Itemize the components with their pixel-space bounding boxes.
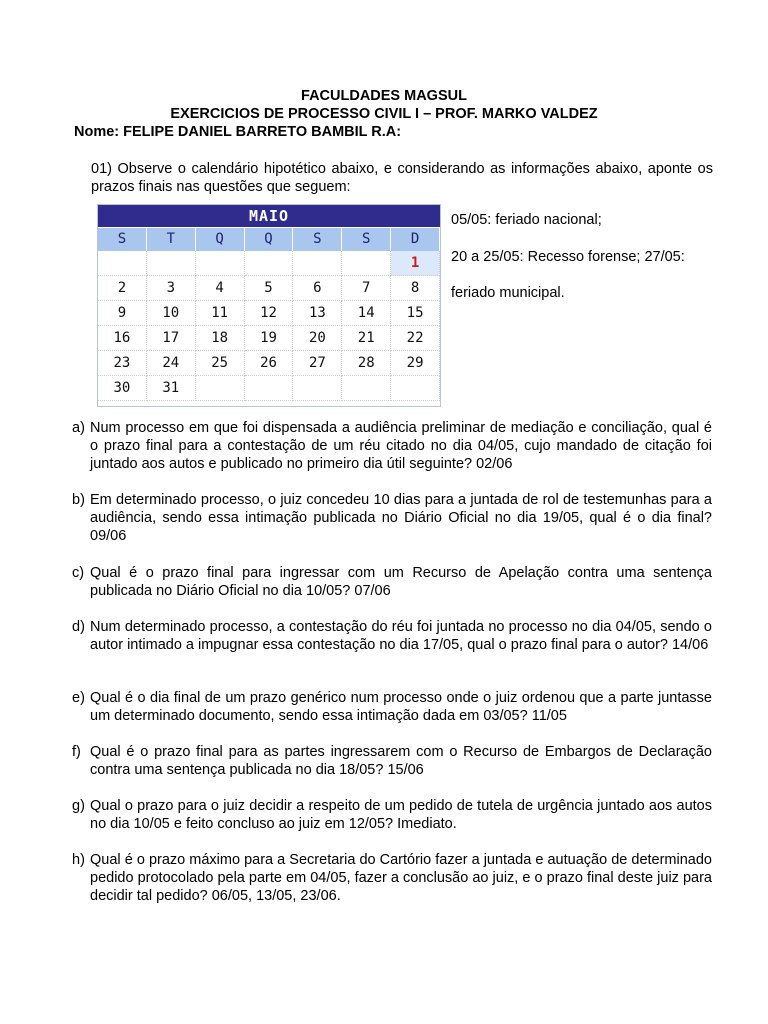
question-item xyxy=(72,618,712,654)
calendar-day-cell: 3 xyxy=(147,276,196,301)
calendar-day-cell: 9 xyxy=(98,301,147,326)
calendar-week-row xyxy=(98,326,440,351)
question-item xyxy=(72,564,712,600)
calendar-week-row xyxy=(98,376,440,401)
question-label: e) xyxy=(72,690,85,706)
question-text: Qual é o prazo final para ingressar com um Recurso de Apelação contra uma sentença publicada no Diário Oficial no dia 10/05? 07/06 xyxy=(90,565,712,599)
calendar-day-cell xyxy=(391,376,440,401)
calendar-week-row xyxy=(98,351,440,376)
calendar-day-cell: 10 xyxy=(147,301,196,326)
calendar-day-cell: 28 xyxy=(342,351,391,376)
calendar-day-cell xyxy=(245,251,294,276)
question-label: d) xyxy=(72,619,85,635)
weekday-label: Q xyxy=(196,227,245,251)
institution-title: FACULDADES MAGSUL xyxy=(301,88,467,104)
calendar-month-title: MAIO xyxy=(98,205,440,227)
calendar-day-cell: 8 xyxy=(391,276,440,301)
question-item xyxy=(72,797,712,833)
calendar-day-cell: 12 xyxy=(245,301,294,326)
calendar-day-cell: 25 xyxy=(196,351,245,376)
calendar-day-cell: 29 xyxy=(391,351,440,376)
question-label: f) xyxy=(72,744,81,760)
question-item xyxy=(72,851,712,905)
question-item xyxy=(72,743,712,779)
calendar-day-cell: 23 xyxy=(98,351,147,376)
calendar-day-cell xyxy=(293,376,342,401)
calendar-day-cell: 24 xyxy=(147,351,196,376)
calendar-day-cell: 6 xyxy=(293,276,342,301)
calendar-day-cell: 13 xyxy=(293,301,342,326)
calendar-week-row xyxy=(98,301,440,326)
question-text: Em determinado processo, o juiz concedeu 10 dias para a juntada de rol de testemunhas para a audiência, sendo essa intimação publicada no Diário Oficial no dia 19/05, qual é o dia final? 09/06 xyxy=(90,492,712,544)
calendar xyxy=(97,204,441,407)
question-label: h) xyxy=(72,852,85,868)
weekday-label: S xyxy=(342,227,391,251)
calendar-day-cell: 16 xyxy=(98,326,147,351)
calendar-day-cell xyxy=(342,251,391,276)
question-item xyxy=(72,419,712,473)
question-text: Qual o prazo para o juiz decidir a respeito de um pedido de tutela de urgência juntado aos autos no dia 10/05 e feito concluso ao juiz em 12/05? Imediato. xyxy=(90,798,712,832)
question-text: Qual é o prazo final para as partes ingressarem com o Recurso de Embargos de Declaração contra uma sentença publicada no dia 18/05? 15/06 xyxy=(90,744,712,778)
question-text: Qual é o dia final de um prazo genérico num processo onde o juiz ordenou que a parte juntasse um determinado documento, sendo essa intimação dada em 03/05? 11/05 xyxy=(90,690,712,724)
question-label: g) xyxy=(72,798,85,814)
course-title: EXERCICIOS DE PROCESSO CIVIL I – PROF. MARKO VALDEZ xyxy=(170,106,598,122)
calendar-day-cell: 31 xyxy=(147,376,196,401)
calendar-day-cell xyxy=(98,251,147,276)
calendar-day-cell: 20 xyxy=(293,326,342,351)
calendar-week-row xyxy=(98,276,440,301)
weekday-label: Q xyxy=(245,227,294,251)
calendar-day-cell: 22 xyxy=(391,326,440,351)
calendar-day-cell: 26 xyxy=(245,351,294,376)
calendar-day-cell: 19 xyxy=(245,326,294,351)
calendar-day-cell xyxy=(293,251,342,276)
calendar-day-cell: 21 xyxy=(342,326,391,351)
weekday-label: D xyxy=(391,227,440,251)
calendar-day-cell xyxy=(147,251,196,276)
calendar-day-cell-highlighted: 1 xyxy=(391,251,440,276)
calendar-day-cell: 4 xyxy=(196,276,245,301)
calendar-day-cell xyxy=(196,376,245,401)
calendar-day-cell: 2 xyxy=(98,276,147,301)
calendar-grid xyxy=(98,251,440,401)
question-label: a) xyxy=(72,420,85,436)
question-label: c) xyxy=(72,565,85,581)
student-name-line: Nome: FELIPE DANIEL BARRETO BAMBIL R.A: xyxy=(74,124,402,140)
calendar-weekday-header xyxy=(98,227,440,251)
question-item xyxy=(72,689,712,725)
calendar-day-cell: 15 xyxy=(391,301,440,326)
calendar-day-cell xyxy=(196,251,245,276)
calendar-day-cell: 7 xyxy=(342,276,391,301)
calendar-day-cell: 18 xyxy=(196,326,245,351)
calendar-day-cell: 27 xyxy=(293,351,342,376)
calendar-day-cell: 5 xyxy=(245,276,294,301)
note-recess: 20 a 25/05: Recesso forense; 27/05: xyxy=(451,249,685,265)
calendar-day-cell: 11 xyxy=(196,301,245,326)
calendar-day-cell xyxy=(245,376,294,401)
question-item xyxy=(72,491,712,545)
intro-paragraph: 01) Observe o calendário hipotético abaixo, e considerando as informações abaixo, aponte os prazos finais nas questões que seguem: xyxy=(91,161,713,195)
note-holiday-national: 05/05: feriado nacional; xyxy=(451,212,602,228)
weekday-label: T xyxy=(147,227,196,251)
calendar-day-cell xyxy=(342,376,391,401)
calendar-day-cell: 14 xyxy=(342,301,391,326)
calendar-day-cell: 17 xyxy=(147,326,196,351)
question-text: Num processo em que foi dispensada a audiência preliminar de mediação e conciliação, qual é o prazo final para a contestação de um réu citado no dia 04/05, cujo mandado de citação foi juntado aos autos e publicado no primeiro dia útil seguinte? 02/06 xyxy=(90,420,712,472)
calendar-day-cell: 30 xyxy=(98,376,147,401)
note-holiday-municipal: feriado municipal. xyxy=(451,285,565,301)
question-text: Qual é o prazo máximo para a Secretaria do Cartório fazer a juntada e autuação de determinado pedido protocolado pela parte em 04/05, fazer a conclusão ao juiz, e o prazo final deste juiz para decidir tal pedido? 06/05, 13/05, 23/06. xyxy=(90,852,712,904)
question-label: b) xyxy=(72,492,85,508)
weekday-label: S xyxy=(98,227,147,251)
question-text: Num determinado processo, a contestação do réu foi juntada no processo no dia 04/05, sendo o autor intimado a impugnar essa contestação no dia 17/05, qual o prazo final para o autor? 14/06 xyxy=(90,619,712,653)
calendar-week-row xyxy=(98,251,440,276)
weekday-label: S xyxy=(293,227,342,251)
